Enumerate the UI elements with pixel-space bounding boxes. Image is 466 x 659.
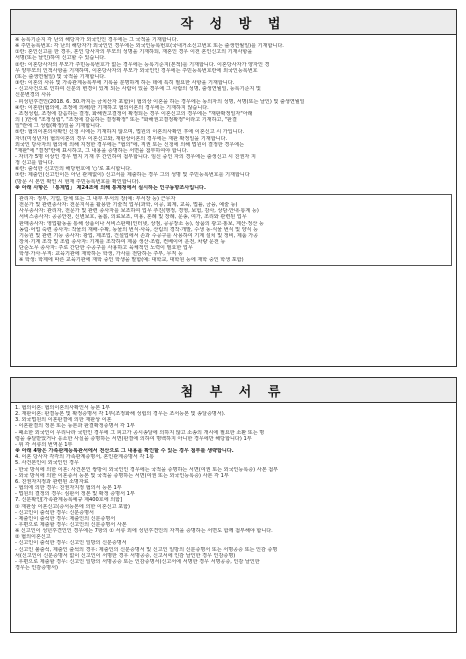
method-line: ⑦란: 제출인(신고인이든 아닌 관계없이) 신고서를 제출하는 경우 그의 성명 및 주민등록번호를 기재합니다 [15,172,250,179]
attach-line: - 우편으로 제출할 경우: 신고인 일방의 서명공증 또는 인감증명서(신고서에 서명한 경우 서명공증, 인감 날인한 [15,558,260,565]
code-line: 판매종사자: 영업활동을 통해 상품이나 서비스판매(인터넷, 상점, 공공장소 등), 상품의 광고·홍보, 계산·정산 등 [19,220,264,227]
method-line: "재판"에 "결정"란에 표시하고, 그 내용을 증명하는 서면을 첨부하여야 합니다. [15,147,189,154]
attachments-title: 첨 부 서 류 [10,377,457,403]
method-list [15,37,452,191]
attach-line: 6. 친권자지정과 관련된 소명자료 [15,478,89,485]
method-line: ④란: 이혼한(협의에, 조정에 의해)한 기재하고 협의이혼의 경우에는 기재하지 않습니다. [15,104,209,111]
code-line: 기능원 및 관련 기능 종사자: 광업, 제조업, 건설업에서 손과 수공구를 사용하여 기계 설치 및 정비, 제품 가공 [19,232,259,239]
attach-line: ② 협의이혼신고 [15,534,51,541]
method-line: (방문 시 본인 확인 시 현재 주민등록번호를 확인합니다). [15,178,141,185]
attach-line: 4. 이혼 당사자 각각의 가족관계증명서, 혼인관계증명서 각 1통 [15,454,155,461]
method-line: 우 양부모의 인적사항을 기재하며, 이혼당사자의 부모가 외국인인 경우에는 주민등록번호란에 외국인등록번호 [15,67,258,74]
code-line: 학생·가사·무직: 교육기관에 재학하는 학생, 가사를 전담하는 주부, 무직 등 [19,251,183,258]
method-line: 신분변경의 사유 [15,92,52,99]
method-line: - 신고사건으로 인하여 신분의 변경이 있게 되는 사람이 있을 경우에 그 사람의 성명, 출생연월일, 등록기준지 및 [15,86,261,93]
attach-line: - 우편으로 제출할 경우: 신고인의 신분증명서 사본 [15,521,127,528]
attach-line: 3. 외국법원의 이혼판결에 의한 재판상 이혼 [15,417,112,424]
code-line: 단순노무 종사자: 주로 간단한 수공구를 사용하고 육체적인 노력이 필요한 업무 [19,245,193,252]
code-line: 농림·어업 숙련 종사자: 작물의 재배·수확, 동물의 번식·사육, 산림의 경작·개발, 수생 동·식물 번식 및 양식 등 [19,226,259,233]
attach-line: - 법원의 결정의 경우: 심판서 정본 및 확정 증명서 1부 [15,491,135,498]
attach-line: - 신고인이 출석한 경우: 신고인 일방의 신분증명서 [15,540,127,547]
method-line: (또는 출생연월일) 및 국적을 기재합니다. [15,73,106,80]
attach-line: 7. 신분확인[가족관계등록예규 제400호에 의함] [15,497,123,504]
method-line: ⑥란: 출석한 신고인의 해당번호에 '○'로 표시합니다. [15,166,132,173]
method-title: 작 성 방 법 [10,9,457,35]
method-line: - 조정성립, 조정에 갈음하는 결정, 화해권고결정이 확정되는 경우 이혼신고의 경우에는 "재판확정일자"아래 [15,110,253,117]
statistics-notice: ※ 아래 사항은 「통계법」 제24조에 의해 통계청에서 실시하는 인구동향조사입니다. [15,184,206,191]
attach-line: 5. 사건본인이 외국인인 경우 [15,460,79,467]
method-line: 일"란에 그 성립(확정)일을 기재합니다. [15,123,102,130]
attach-line: - 외국 방식에 의한 이혼증서 등본 및 국적을 증명하는 서면(여권 또는 외국인등록증) 사본 각 1부 [15,472,229,479]
attach-line: - 제출인이 출석한 경우: 제출인의 신분증명서 [15,515,116,522]
method-section [10,35,457,367]
attach-line: - 신고인 불출석, 제출인 출석의 경우: 제출인의 신분증명서 및 신고인 일방의 신분증명서 또는 서명공증 또는 인감 증명 [15,546,278,553]
attachments-section [10,403,457,633]
code-line: ※ 학생: 학제에 따른 교육기관에 재학 중인 학생을 말함(예: 대학교, 대학원 등에 재학 중인 학생 포함) [19,257,244,264]
attach-line: - 이혼판결의 정본 또는 등본과 판결확정증명서 각 1부 [15,423,135,430]
attach-line: 1. 협의이혼: 협의이혼의사확인서 등본 1부 [15,405,111,411]
attach-line: - 위 각 서류의 번역문 1부 [15,441,73,448]
method-line: ①란: 혼인신고를 한 경우, 혼인 당사자의 부모의 성명을 기재하되, 재혼인 경우 이전 혼인신고의 기재사항을 [15,49,253,56]
code-line: 관리자: 정부, 기업, 단체 또는 그 내부 부서의 장(예: 부서장 등) 근무자 [19,195,176,202]
attach-line: - 신고인이 출석한 경우: 신분증명서 [15,509,94,516]
method-line: 정 신고를 합니다. [15,160,55,167]
attach-line: - 패소한 외국인이 우리나라 국민인 경우에 그 피고가 공시송달에 의하지 않고 소송의 개시에 필요한 소환 또는 명 [15,429,265,436]
attach-line: ① 재판상 이혼신고(증서등본에 의한 이혼신고 포함) [15,503,131,510]
attach-line: 서(신고인이 신분증명서 없이 신고인이 서명한 경우 서명공증, 신고서에 인감 날인한 경우 인감증명) [15,552,236,559]
method-line: 외국인 당사자의 협의에 의해 지정한 경우에는 "협의"에, 직권 또는 신청에 의해 법원이 결정한 경우에는 [15,141,245,148]
code-line: 전문가 및 관련종사자: 전문지식을 활용한 기술적 업무(과학, 이공, 회계, 교육, 법률, 금융, 예술 등) [19,202,238,209]
method-line: ※ 등록기준지 각 난의 해당자가 외국인인 경우에는 그 국적을 기재합니다. [15,37,179,43]
code-line: 서비스종사자: 공공안전, 신변보호, 돌봄, 의료보조, 미용, 혼례 및 장례, 운송, 여가, 조리와 관련된 업무 [19,214,247,221]
attach-line: 령을 송달받았거나 응소한 사실을 증명하는 서면(판결에 의하여 명백하지 아니한 경우에만 해당합니다) 1부 [15,435,252,442]
method-line: ※ 주민등록번호: 각 난의 해당자가 외국인인 경우에는 외국인등록번호(국내거소신고번호 또는 출생연월일)를 기재합니다. [15,43,284,50]
method-line: - 피성년후견인(2018. 6. 30.까지는 금치산자 포함)이 협의상 이혼을 하는 경우에는 동의자의 성명, 서명(또는 날인) 및 출생연월일 [15,98,305,105]
form-instructions-page [10,9,457,633]
method-line: 서명(또는 날인)하여 신고할 수 있습니다. [15,55,106,62]
method-line: - 자녀가 5명 이상인 경우 별지 기재 후 간인하여 첨부합니다. 임신 중인 자의 경우에는 출생신고 시 친권자 지 [15,153,256,160]
attach-line: - 한국 방식에 의한 이혼: 사건본인 쌍방이 외국인인 경우에는 국적을 증명하는 서면(여권 또는 외국인등록증) 사본 첨부 [15,466,279,473]
attach-line: 2. 재판이혼: 판결등본 및 확정증명서 각 1부(조정화해 성립의 경우는 조서등본 및 송달증명서). [15,411,226,418]
method-line: ②란: 이혼당사자의 부모가 주민등록번호가 없는 경우에는 등록기준지(본적)를 기재합니다. 이혼당사자가 양자인 경 [15,61,270,68]
method-line: 자녀(미성년자) 협의이혼의 경우 이혼신고와, 재판상이혼의 경우에는 재판 확정일을 기재합니다. [15,135,228,142]
code-line: 사무종사자: 관리자, 전문가 및 관련 종사자를 보조하여 업무 추진(행정, 경영, 보험, 감사, 상담·안내·통계 등) [19,208,259,215]
occupation-code-box [15,194,452,266]
section-gap [10,367,457,377]
code-line: 장치·기계 조작 및 조립 종사자: 기계를 조작하여 제품 생산·조립, 컨베이어 운전, 차량 운전 등 [19,239,226,245]
method-line: ③란: 이혼의 사유 및 가족관계등록부에 기록을 분명하게 하는 데에 특히 필요한 사항을 기재합니다. [15,80,235,87]
attach-notice: ※ 아래 4항은 가족관계등록관서에서 전산으로 그 내용을 확인할 수 있는 경우 첨부를 생략합니다. [15,448,234,455]
attach-line: - 협의에 의한 경우: 친권자지정 협의서 등본 1부 [15,485,122,492]
attach-line: 경우는 인감증명서) [15,565,58,572]
attach-line: ※ 신고인이 성년후견인인 경우에는 7항의 ① 서류 외에 성년후견인의 자격을 증명하는 서면도 함께 첨부해야 합니다. [15,528,273,535]
method-line: 의 ( )안에 "조정성립", "조정에 갈음하는 결정확정" 또는 "화해권고결정확정"이라고 기재하고, "판결 [15,117,237,124]
method-line: ⑤란: 협의이혼의사확인 신청 시에는 기재하지 않으며, 법원의 이혼의사확인 후에 이혼신고 시 가입니다. [15,129,245,136]
